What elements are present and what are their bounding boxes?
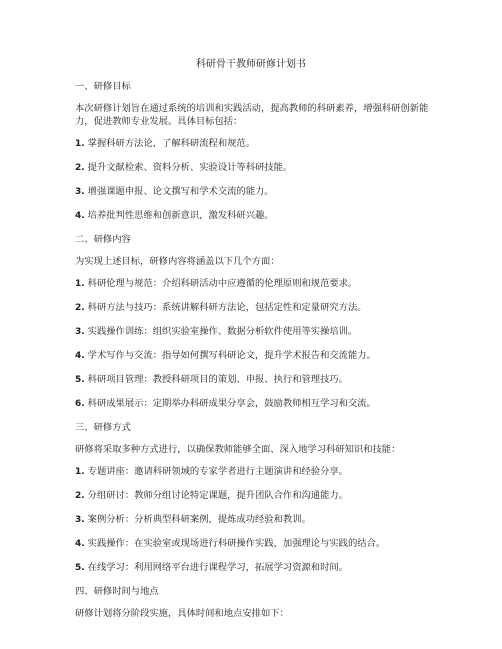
list-item	[75, 349, 431, 363]
section-heading-schedule: 四、研修时间与地点	[75, 586, 159, 597]
list-text: 科研成果展示：定期举办科研成果分享会，鼓励教师相互学习和交流。	[87, 398, 376, 409]
list-item	[75, 137, 431, 151]
list-item	[75, 561, 431, 575]
list-number: 2.	[75, 491, 85, 501]
list-item	[75, 513, 431, 527]
list-number: 1.	[75, 139, 85, 149]
document-title: 科研骨干教师研修计划书	[196, 59, 306, 70]
list-text: 科研伦理与规范：介绍科研活动中应遵循的伦理原则和规范要求。	[87, 278, 358, 289]
list-item	[75, 465, 431, 479]
list-text: 培养批判性思维和创新意识，激发科研兴趣。	[87, 210, 274, 221]
list-number: 5.	[75, 563, 85, 573]
list-number: 1.	[75, 279, 85, 289]
list-number: 3.	[75, 515, 85, 525]
list-item	[75, 185, 431, 199]
list-item	[75, 489, 431, 503]
list-text: 专题讲座：邀请科研领域的专家学者进行主题演讲和经验分享。	[87, 466, 348, 477]
list-number: 1.	[75, 467, 85, 477]
list-item	[75, 209, 431, 223]
list-number: 4.	[75, 211, 85, 221]
section-intro-schedule: 研修计划将分阶段实施，具体时间和地点安排如下：	[75, 608, 289, 619]
section-heading-goals: 一、研修目标	[75, 81, 131, 92]
list-text: 提升文献检索、资料分析、实验设计等科研技能。	[87, 162, 293, 173]
list-item	[75, 161, 431, 175]
list-text: 增强课题申报、论文撰写和学术交流的能力。	[87, 186, 274, 197]
section-intro-goals: 本次研修计划旨在通过系统的培训和实践活动，提高教师的科研素养，增强科研创新能力，促进教师专业发展。具体目标包括：	[75, 103, 429, 127]
section-heading-content: 二、研修内容	[75, 234, 131, 245]
list-item	[75, 373, 431, 387]
list-number: 4.	[75, 539, 85, 549]
list-number: 2.	[75, 163, 85, 173]
document-body	[75, 80, 431, 629]
list-text: 科研项目管理：教授科研项目的策划、申报、执行和管理技巧。	[87, 374, 348, 385]
list-number: 6.	[75, 399, 85, 409]
list-item	[75, 325, 431, 339]
list-text: 实践操作：在实验室或现场进行科研操作实践，加强理论与实践的结合。	[87, 538, 386, 549]
list-text: 在线学习：利用网络平台进行课程学习，拓展学习资源和时间。	[87, 562, 348, 573]
list-item	[75, 397, 431, 411]
list-text: 分组研讨：教师分组讨论特定课题，提升团队合作和沟通能力。	[87, 490, 348, 501]
list-text: 学术写作与交流：指导如何撰写科研论文，提升学术报告和交流能力。	[87, 350, 376, 361]
list-text: 科研方法与技巧：系统讲解科研方法论，包括定性和定量研究方法。	[87, 302, 367, 313]
section-intro-content: 为实现上述目标，研修内容将涵盖以下几个方面：	[75, 256, 280, 267]
list-number: 3.	[75, 187, 85, 197]
list-item	[75, 277, 431, 291]
list-item	[75, 301, 431, 315]
list-number: 3.	[75, 327, 85, 337]
list-number: 4.	[75, 351, 85, 361]
list-text: 案例分析：分析典型科研案例，提炼成功经验和教训。	[87, 514, 311, 525]
section-intro-methods: 研修将采取多种方式进行，以确保教师能够全面、深入地学习科研知识和技能：	[75, 444, 401, 455]
list-number: 2.	[75, 303, 85, 313]
list-text: 实践操作训练：组织实验室操作、数据分析软件使用等实操培训。	[87, 326, 358, 337]
list-item	[75, 537, 431, 551]
list-number: 5.	[75, 375, 85, 385]
section-heading-methods: 三、研修方式	[75, 422, 131, 433]
list-text: 掌握科研方法论，了解科研流程和规范。	[87, 138, 256, 149]
